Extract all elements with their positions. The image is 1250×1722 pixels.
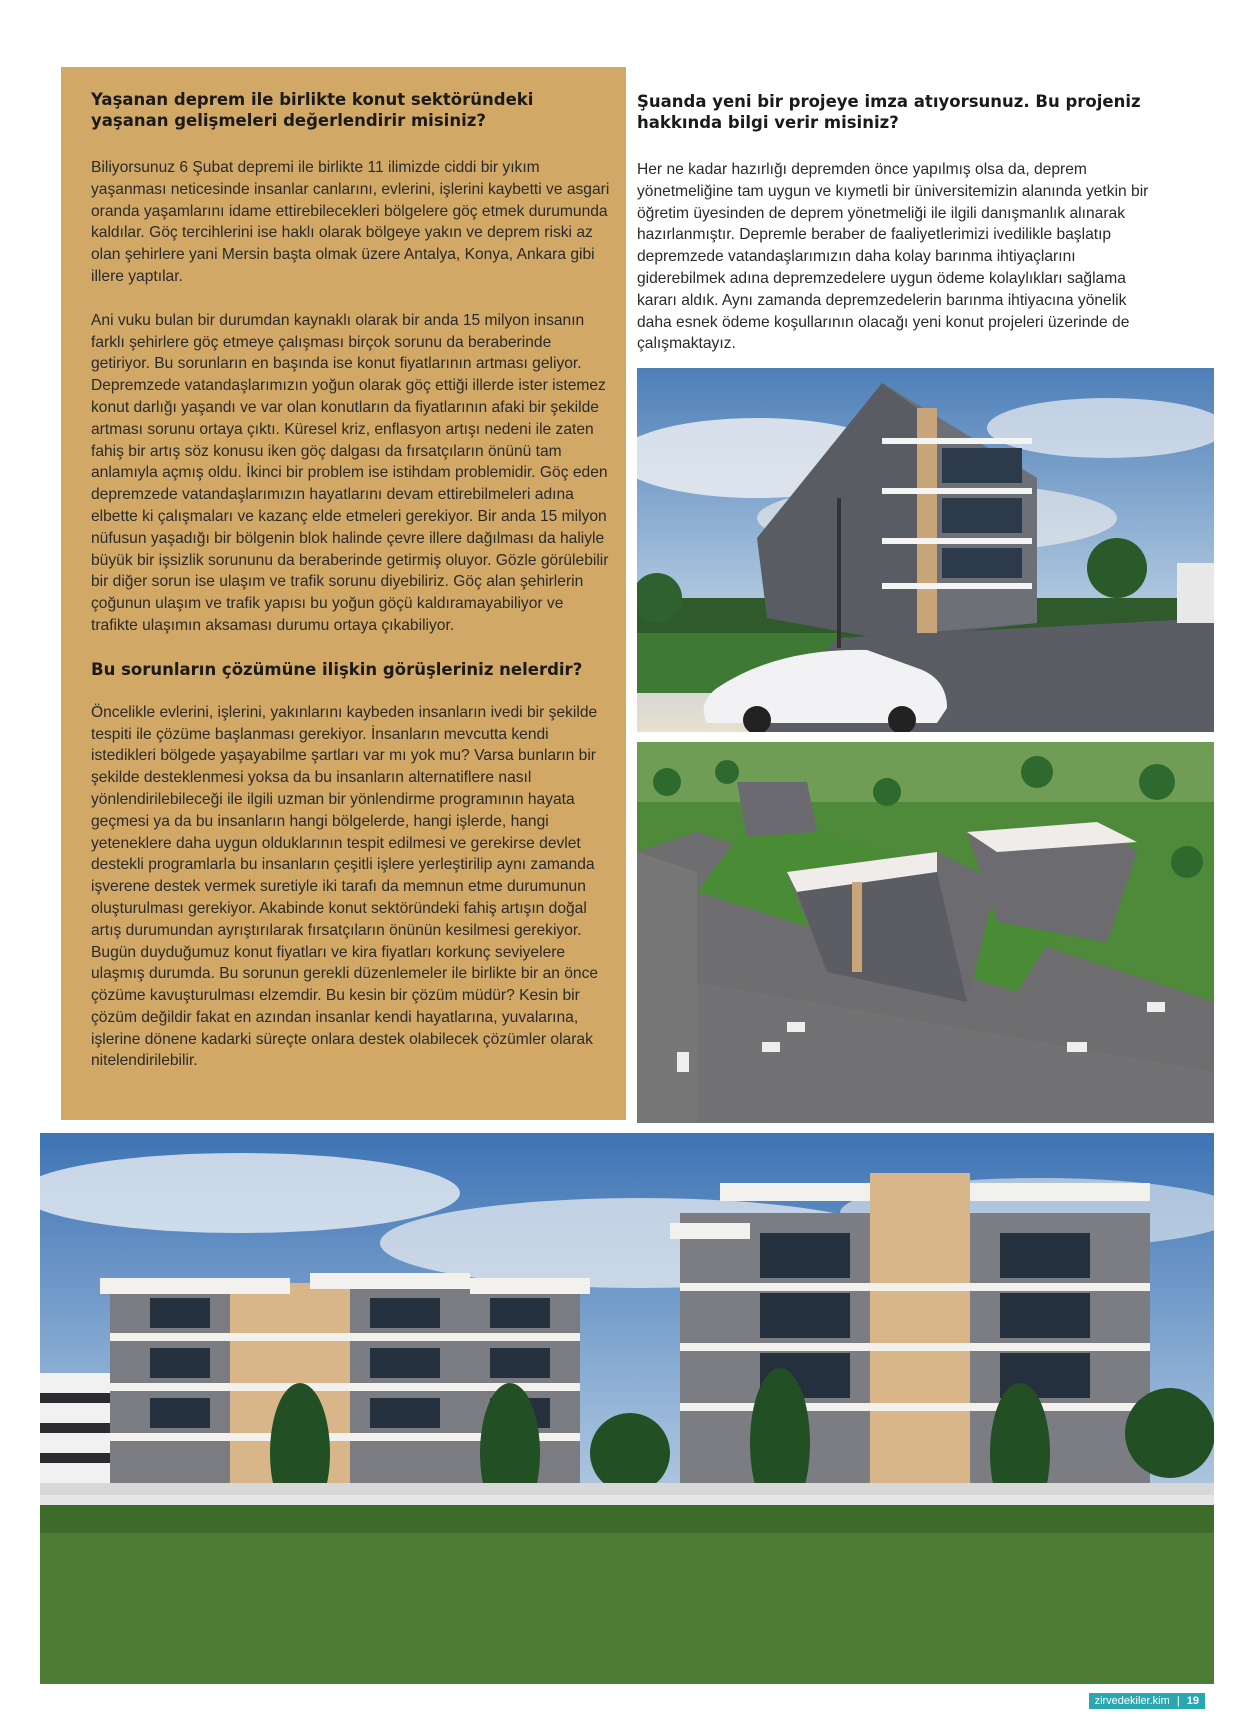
footer-separator: | [1176,1695,1180,1707]
question-2: Bu sorunların çözümüne ilişkin görüşleriniz nelerdir? [91,659,583,679]
answer-3: Her ne kadar hazırlığı depremden önce yapılmış olsa da, deprem yönetmeliğine tam uygun ve kıymetli bir üniversitemizin alanında yetkin bir öğretim üyesinden de deprem yönetmeliği ile ilgili danışmanlık alınarak hazırlanmıştır. Depremle beraber de faaliyetlerimizi ivedilikle başlatıp depremzede vatandaşlarımızın daha kolay barınma ihtiyaçlarını giderebilmek adına depremzedelere uygun ödeme kolaylıkları sağlama kararı aldık. Aynı zamanda depremzedelerin barınma ihtiyacına yönelik daha esnek ödeme koşullarının olacağı yeni konut projeleri üzerinde de çalışmaktayız. [637,161,1149,353]
page-footer [1089,1693,1205,1709]
answer-2: Öncelikle evlerini, işlerini, yakınlarını kaybeden insanların ivedi bir şekilde tespiti ile çözüme başlanması gerekiyor. İnsanların mevcutta kendi istedikleri bölgede yaşayabilme şartları var mı yok mu? Varsa bunların bir şekilde desteklenmesi yoksa da bu insanların alternatiflere nasıl yönlendirilebileceği ile ilgili uzman bir yönlendirme programının hayata geçmesi ya da bu insanların hangi bölgelerde, hangi işlerde, hangi yeteneklere daha uygun olduklarının tespit edilmesi ve gerekirse devlet destekli programlarla bu insanların çeşitli işlere yerleştirilip aynı zamanda işverene destek vermek suretiyle iki tarafı da memnun etme durumunun oluşturulması gerekiyor. Akabinde konut sektöründeki fahiş artışın doğal artış durumundan ayrıştırılarak fırsatçıların önünün kesilmesi gerekiyor. Bugün duyduğumuz konut fiyatları ve kira fiyatları korkunç seviyelere ulaşmış durumda. Bu sorunun gerekli düzenlemeler ile birlikte bir an önce çözüme kavuşturulması elzemdir. Bu kesin bir çözüm müdür? Kesin bir çözüm değildir fakat en azından insanlar kendi hayatlarına, yuvalarına, işlerine dönene kadarki süreçte onlara destek olabilecek çözümler olarak nitelendirilebilir. [91,703,599,1070]
footer-site: zirvedekiler.kim [1094,1695,1170,1707]
answer-1b: Ani vuku bulan bir durumdan kaynaklı olarak bir anda 15 milyon insanın farklı şehirlere göç etmeye çalışması birçok sorunu da beraberinde getiriyor. Bu sorunların en başında ise konut fiyatlarının artması geliyor. Depremzede vatandaşlarımızın yoğun olarak göç ettiği illerde ister istemez konut darlığı yaşandı ve var olan konutların da fiyatlarının afaki bir şekilde artması sorunu ortaya çıktı. Küresel kriz, enflasyon artışı nedeni ile zaten fahiş bir artış söz konusu iken göç dalgası da fırsatçıların önünü tam anlamıyla açmış oldu. İkinci bir problem ise istihdam problemidir. Göç eden depremzede vatandaşlarımızın hayatlarını devam ettirebilmeleri adına elbette ki çalışmaları ve kazanç elde etmeleri gerekiyor. Bir anda 15 milyon nüfusun yaşadığı bir bölgenin blok halinde çevre illere dağılması da haliyle büyük bir işsizlik sorununu da beraberinde getirmiş oluyor. Gözle görülebilir bir diğer sorun ise ulaşım ve trafik sorunu diyebiliriz. Göç alan şehirlerin çoğunun ulaşım ve trafik yapısı bu yoğun göçü kaldıramayabiliyor ve trafikte ulaşımın aksaması durumu ortaya çıkabiliyor. [91,311,609,634]
right-column [637,91,1157,377]
question-3: Şuanda yeni bir projeye imza atıyorsunuz. Bu projeniz hakkında bilgi verir misiniz? [637,92,1141,132]
page-number: 19 [1186,1695,1199,1707]
building-render-panorama [40,1133,1214,1684]
building-render-aerial [637,742,1214,1123]
interview-box [61,67,626,1120]
building-render-street [637,368,1214,732]
question-1: Yaşanan deprem ile birlikte konut sektöründeki yaşanan gelişmeleri değerlendirir misiniz? [91,90,534,130]
answer-1a: Biliyorsunuz 6 Şubat depremi ile birlikte 11 ilimizde ciddi bir yıkım yaşanması neticesinde insanlar canlarını, evlerini, işlerini kaybetti ve asgari oranda yaşamlarını idame ettirebilecekleri bölgelere göç etmek durumunda kaldılar. Göç tercihlerini ise haklı olarak bölgeye yakın ve deprem riski az olan şehirlere yani Mersin başta olmak üzere Antalya, Konya, Ankara gibi illere yaptılar. [91,159,610,285]
